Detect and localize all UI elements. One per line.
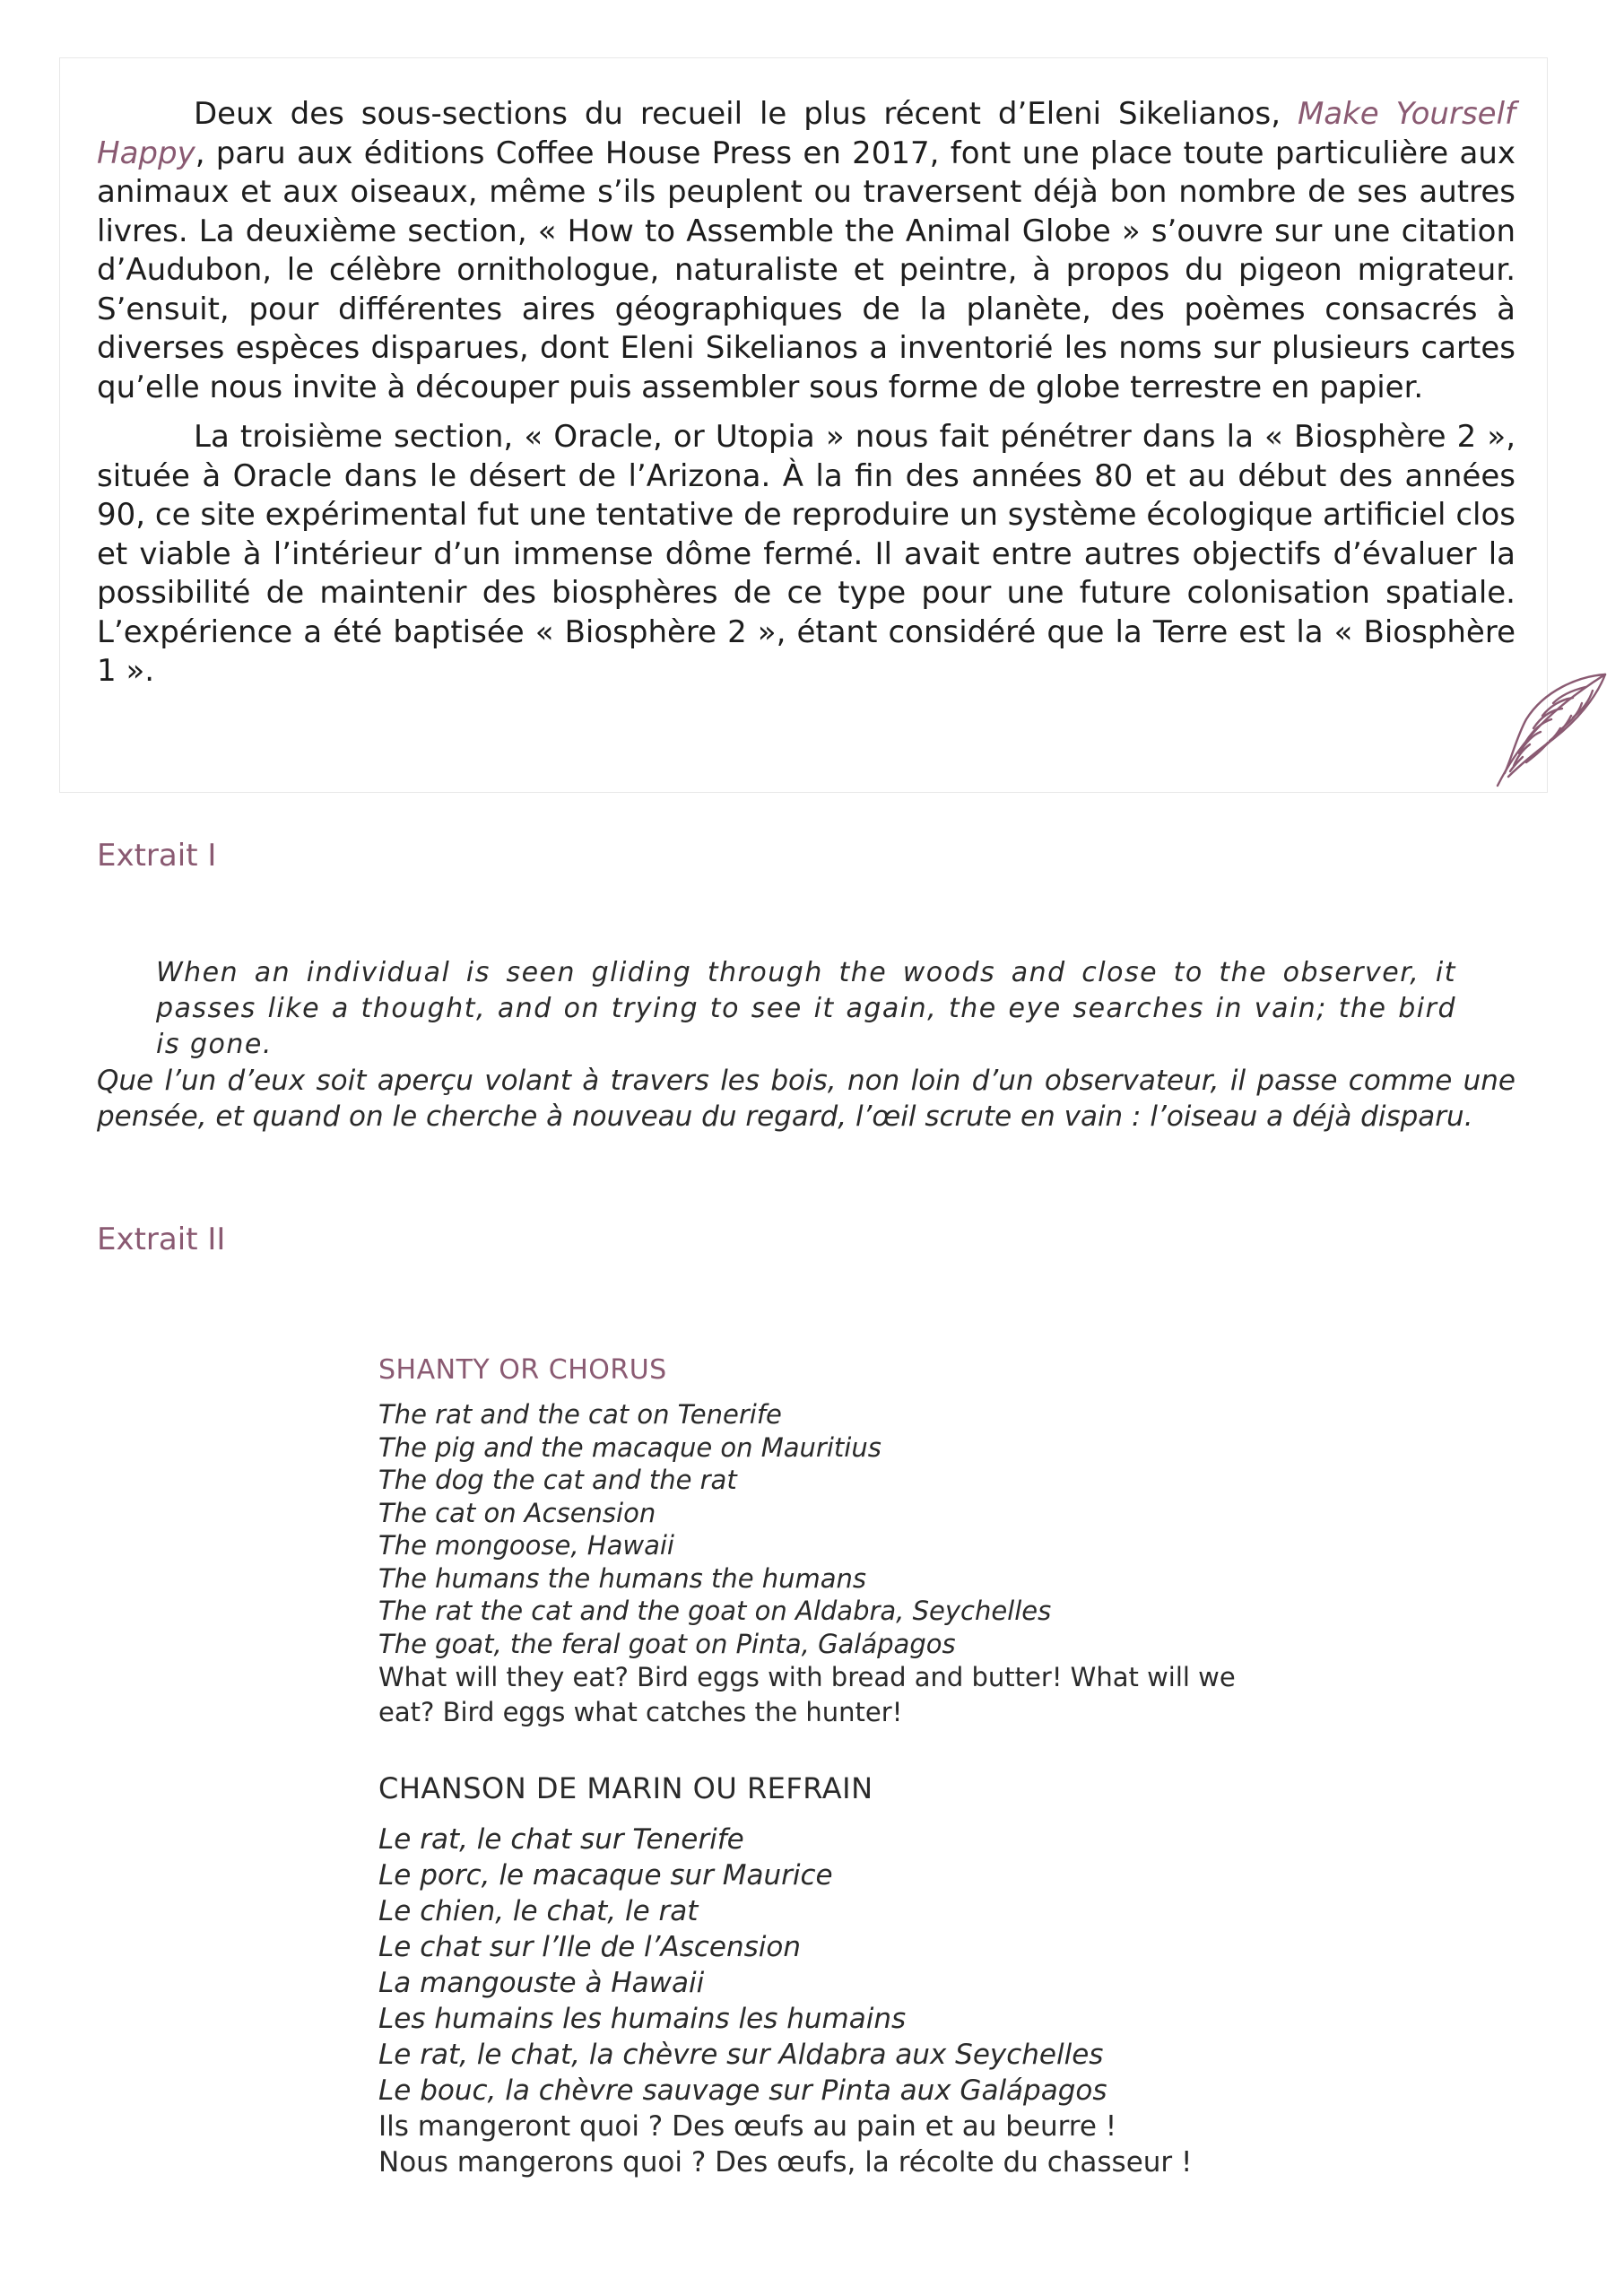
poem-line: The mongoose, Hawaii (378, 1530, 674, 1561)
poem-line: Le rat, le chat sur Tenerife (378, 1823, 744, 1856)
poem-line: Le chat sur l’Ile de l’Ascension (378, 1931, 802, 1963)
poem-line: Le chien, le chat, le rat (378, 1895, 699, 1927)
poem-line: The cat on Acsension (378, 1497, 656, 1528)
audubon-quote-french: Que l’un d’eux soit aperçu volant à travers les bois, non loin d’un observateur, il passe comme une pensée, et quand on le cherche à nouveau du regard, l’œil scrute en vain : l’oiseau a déjà disparu. (97, 1065, 1515, 1133)
audubon-quote-english: When an individual is seen gliding through the woods and close to the observer, it passes like a thought, and on trying to see it again, the eye searches in vain; the bird is gone. (156, 957, 1456, 1060)
poem-french-prose-2: Nous mangerons quoi ? Des œufs, la récolte du chasseur ! (378, 2146, 1193, 2179)
poem-line: Le porc, le macaque sur Maurice (378, 1859, 833, 1892)
poem-line: The humans the humans the humans (378, 1562, 867, 1594)
feather-icon (1478, 664, 1612, 798)
poem-line: The rat and the cat on Tenerife (378, 1399, 782, 1430)
intro-paragraph-2: La troisième section, « Oracle, or Utopia » nous fait pénétrer dans la « Biosphère 2 », située à Oracle dans le désert de l’Arizona. À la fin des années 80 et au début des années 90, ce site expérimental fut une tentative de reproduire un système écologique artificiel clos et viable à l’intérieur d’un immense dôme fermé. Il avait entre autres objectifs d’évaluer la possibilité de maintenir des biosphères de ce type pour une future colonisation spatiale. L’expérience a été baptisée « Biosphère 2 », étant considéré que la Terre est la « Biosphère 1 ». (97, 419, 1515, 689)
poem-line: Les humains les humains les humains (378, 2003, 907, 2035)
poem-line: The goat, the feral goat on Pinta, Galápagos (378, 1628, 956, 1659)
intro-p1-start: Deux des sous-sections du recueil le plus récent d’Eleni Sikelianos, (194, 96, 1298, 132)
poem-french-title: CHANSON DE MARIN OU REFRAIN (378, 1771, 873, 1805)
poem-french (378, 1771, 1239, 2180)
poem-english-prose: What will they eat? Bird eggs with bread and butter! What will we eat? Bird eggs what catches the hunter! (378, 1662, 1236, 1727)
intro-paragraph-1 (97, 95, 1515, 407)
poem-line: The dog the cat and the rat (378, 1465, 737, 1495)
poem-english-title: SHANTY OR CHORUS (378, 1354, 667, 1386)
poem-line: The pig and the macaque on Mauritius (378, 1431, 881, 1463)
extrait-2-heading: Extrait II (97, 1222, 226, 1257)
poem-english (378, 1354, 1239, 1730)
extrait-1-heading: Extrait I (97, 838, 217, 874)
poem-line: Le bouc, la chèvre sauvage sur Pinta aux Galápagos (378, 2074, 1107, 2107)
poem-french-prose-1: Ils mangeront quoi ? Des œufs au pain et au beurre ! (378, 2110, 1117, 2143)
book-title: Make Yourself Happy (97, 96, 1516, 171)
poem-line: La mangouste à Hawaii (378, 1967, 705, 1999)
poem-line: The rat the cat and the goat on Aldabra, Seychelles (378, 1596, 1052, 1626)
intro-p1-rest: , paru aux éditions Coffee House Press en 2017, font une place toute particulière aux animaux et aux oiseaux, même s’ils peuplent ou traversent déjà bon nombre de ses autres livres. La deuxième section, « How to Assemble the Animal Globe » s’ouvre sur une citation d’Audubon, le célèbre ornithologue, naturaliste et peintre, à propos du pigeon migrateur. S’ensuit, pour différentes aires géographiques de la planète, des poèmes consacrés à diverses espèces disparues, dont Eleni Sikelianos a inventorié les noms sur plusieurs cartes qu’elle nous invite à découper puis assembler sous forme de globe terrestre en papier. (97, 135, 1515, 405)
poem-line: Le rat, le chat, la chèvre sur Aldabra aux Seychelles (378, 2039, 1104, 2071)
intro-text (97, 95, 1515, 702)
